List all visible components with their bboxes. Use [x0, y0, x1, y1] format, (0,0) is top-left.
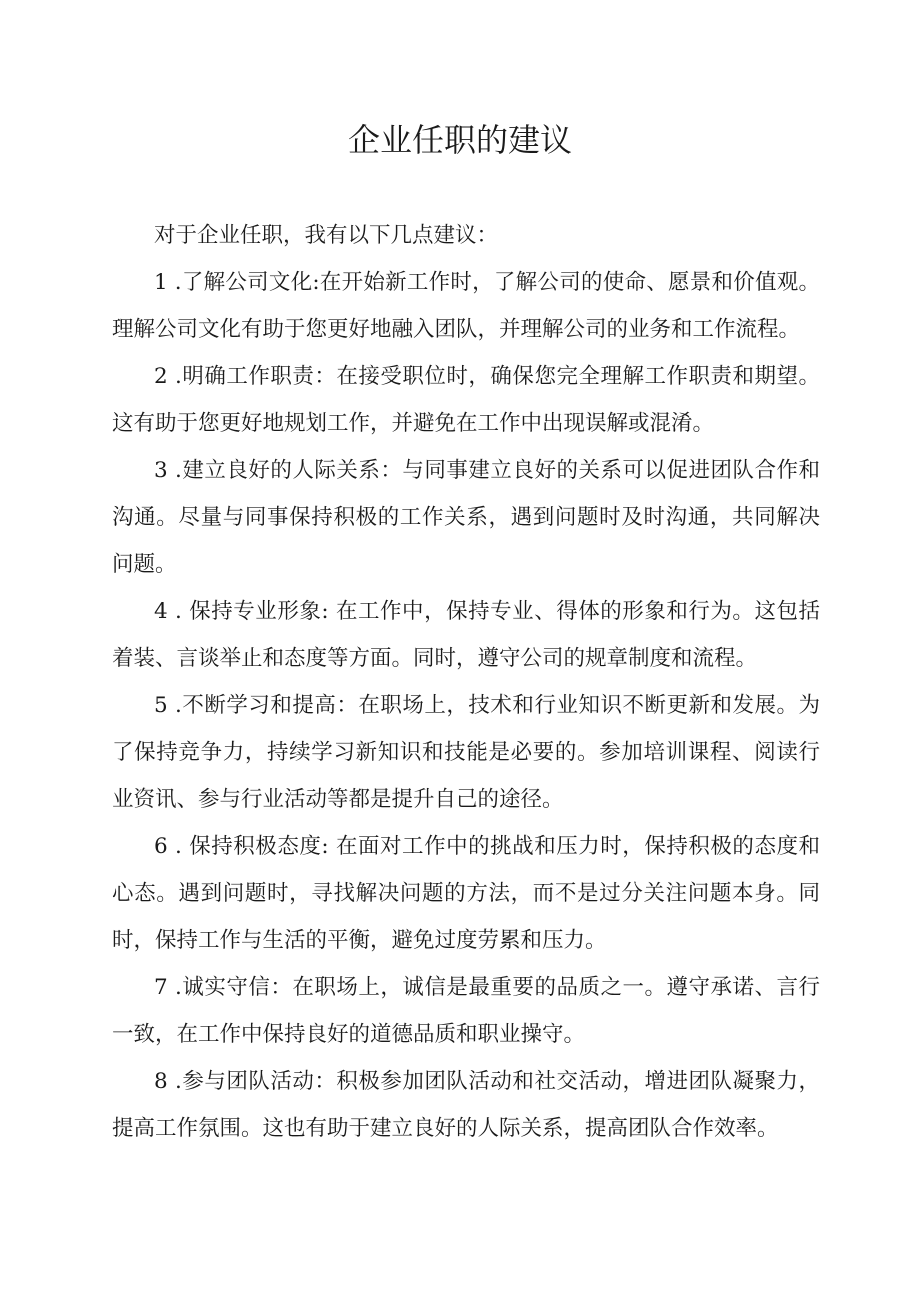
list-item-4 — [112, 588, 820, 682]
item-text: . 保持专业形象: 在工作中，保持专业、得体的形象和行为。这包括着装、言谈举止和态度等方面。同时，遵守公司的规章制度和流程。 — [112, 599, 820, 671]
list-item-7 — [112, 964, 820, 1058]
list-item-6 — [112, 823, 820, 964]
document-body — [112, 212, 820, 1152]
list-item-8 — [112, 1058, 820, 1152]
item-number: 1 — [154, 270, 168, 295]
intro-paragraph: 对于企业任职，我有以下几点建议： — [154, 223, 499, 248]
item-text: .参与团队活动：积极参加团队活动和社交活动，增进团队凝聚力，提高工作氛围。这也有助于建立良好的人际关系，提高团队合作效率。 — [112, 1069, 820, 1141]
item-number: 8 — [154, 1069, 168, 1094]
list-item-3 — [112, 447, 820, 588]
item-text: .明确工作职责：在接受职位时，确保您完全理解工作职责和期望。这有助于您更好地规划工作，并避免在工作中出现误解或混淆。 — [112, 364, 820, 436]
item-number: 5 — [154, 693, 168, 718]
item-number: 3 — [154, 458, 168, 483]
list-item-2 — [112, 353, 820, 447]
item-text: .诚实守信：在职场上，诚信是最重要的品质之一。遵守承诺、言行一致，在工作中保持良好的道德品质和职业操守。 — [112, 975, 820, 1047]
item-text: .不断学习和提高：在职场上，技术和行业知识不断更新和发展。为了保持竞争力，持续学习新知识和技能是必要的。参加培训课程、阅读行业资讯、参与行业活动等都是提升自己的途径。 — [112, 693, 820, 812]
item-number: 6 — [154, 834, 168, 859]
item-number: 2 — [154, 364, 168, 389]
page-title: 企业任职的建议 — [347, 121, 572, 159]
list-item-5 — [112, 682, 820, 823]
item-text: .了解公司文化:在开始新工作时，了解公司的使命、愿景和价值观。理解公司文化有助于您更好地融入团队，并理解公司的业务和工作流程。 — [112, 270, 820, 342]
list-item-1 — [112, 259, 820, 353]
item-number: 7 — [154, 975, 168, 1000]
item-text: .建立良好的人际关系：与同事建立良好的关系可以促进团队合作和沟通。尽量与同事保持积极的工作关系，遇到问题时及时沟通，共同解决问题。 — [112, 458, 820, 577]
item-text: . 保持积极态度: 在面对工作中的挑战和压力时，保持积极的态度和心态。遇到问题时，寻找解决问题的方法，而不是过分关注问题本身。同时，保持工作与生活的平衡，避免过度劳累和压力。 — [112, 834, 820, 953]
item-number: 4 — [154, 599, 168, 624]
